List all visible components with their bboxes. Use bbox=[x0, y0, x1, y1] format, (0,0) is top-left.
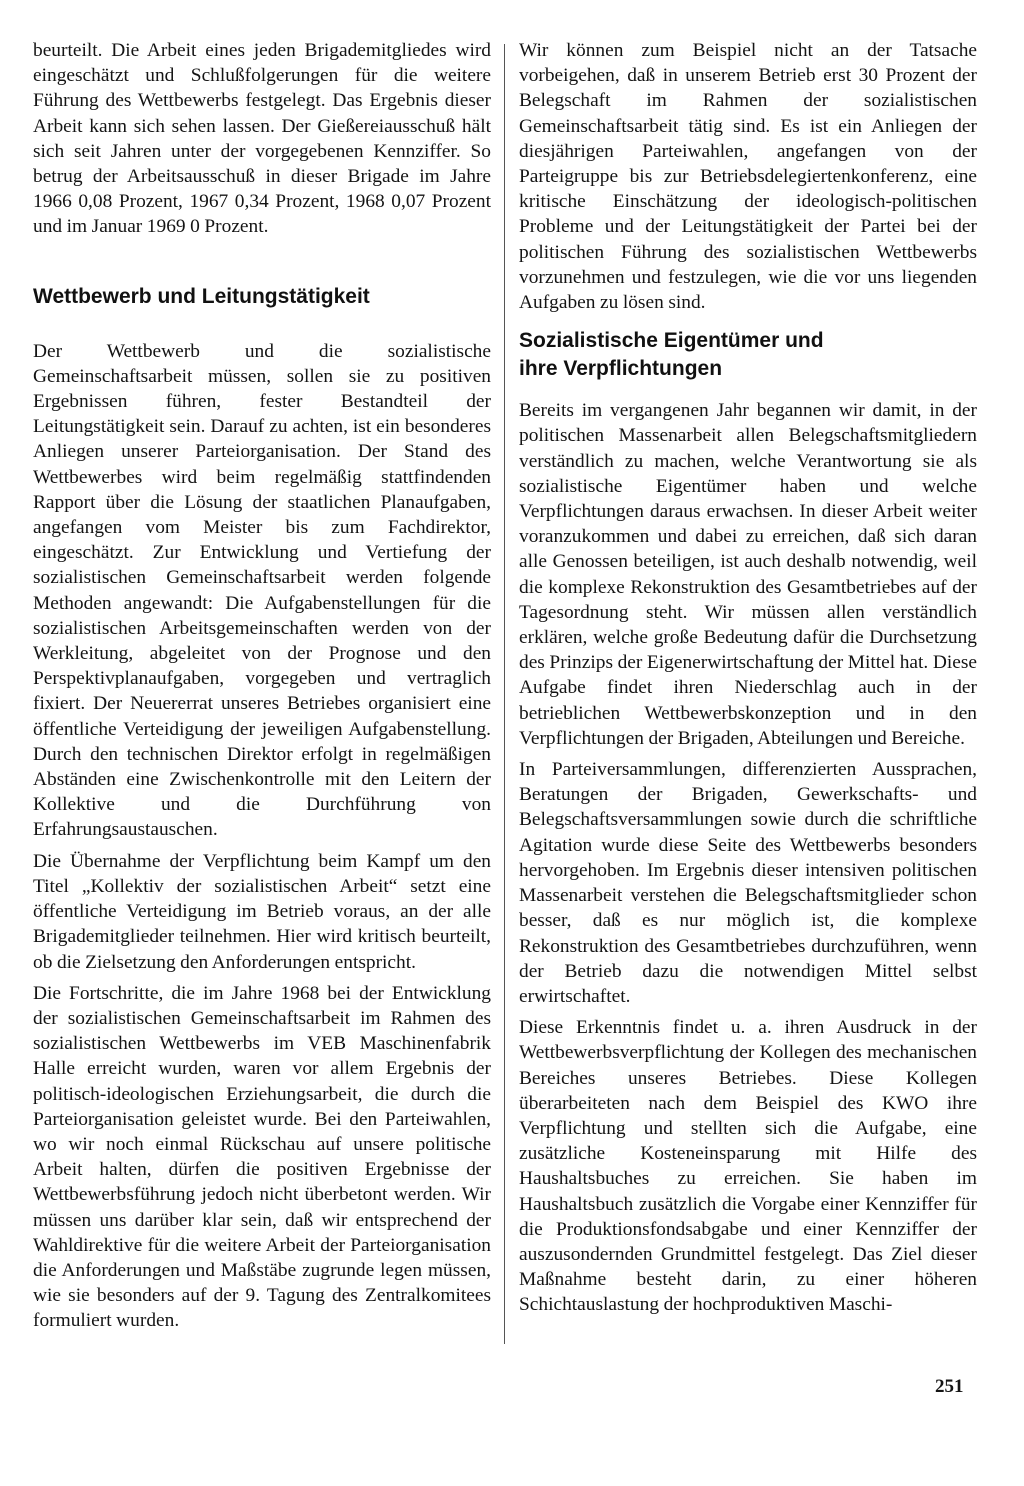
left-paragraph-1: beurteilt. Die Arbeit eines jeden Brigademitgliedes wird eingeschätzt und Schlußfolgerungen für die weitere Führung des Wettbewerbs festgelegt. Das Ergebnis dieser Arbeit kann sich sehen lassen. Der Gießereiausschuß hält sich seit Jahren unter der vorgegebenen Kennziffer. So betrug der Arbeitsausschuß in dieser Brigade im Jahre 1966 0,08 Prozent, 1967 0,34 Prozent, 1968 0,07 Prozent und im Januar 1969 0 Prozent. bbox=[33, 40, 491, 238]
column-divider bbox=[504, 44, 505, 1344]
left-paragraph-2: Der Wettbewerb und die sozialistische Gemeinschaftsarbeit müssen, sollen sie zu positiven Ergebnissen führen, fester Bestandteil der Leitungstätigkeit sein. Darauf zu achten, ist ein besonderes Anliegen unserer Parteiorganisation. Der Stand des Wettbewerbes wird beim regelmäßig stattfindenden Rapport über die Lösung der staatlichen Planaufgaben, angefangen vom Meister bis zum Fachdirektor, eingeschätzt. Zur Entwicklung und Vertiefung der sozialistischen Gemeinschaftsarbeit werden folgende Methoden angewandt: Die Aufgabenstellungen für die sozialistischen Arbeitsgemeinschaften werden von der Werkleitung, abgeleitet von der Prognose und den Perspektivplanaufgaben, vorgegeben und vertraglich fixiert. Der Neuererrat unseres Betriebes organisiert eine öffentliche Verteidigung der jeweiligen Aufgabenstellung. Durch den technischen Direktor erfolgt in regelmäßigen Abständen eine Zwischenkontrolle mit den Leitern der Kollektive und die Durchführung von Erfahrungsaustauschen. bbox=[33, 340, 491, 841]
left-column bbox=[33, 38, 491, 1340]
right-column bbox=[519, 38, 977, 1324]
heading-line-2: ihre Verpflichtungen bbox=[519, 357, 723, 381]
heading-line-1: Sozialistische Eigentümer und bbox=[519, 329, 824, 353]
page-number: 251 bbox=[935, 1376, 964, 1397]
left-paragraph-3: Die Übernahme der Verpflichtung beim Kampf um den Titel „Kollektiv der sozialistischen Arbeit“ setzt eine öffentliche Verteidigung im Betrieb voraus, an der alle Brigademitglieder teilnehmen. Hier wird kritisch beurteilt, ob die Zielsetzung den Anforderungen entspricht. bbox=[33, 850, 491, 973]
left-paragraph-4: Die Fortschritte, die im Jahre 1968 bei der Entwicklung der sozialistischen Gemeinschaftsarbeit im Rahmen des sozialistischen Wettbewerbs im VEB Maschinenfabrik Halle erreicht wurden, waren vor allem Ergebnis der politisch-ideologischen Erziehungsarbeit, die durch die Parteiorganisation geleistet wurde. Bei den Parteiwahlen, wo wir noch einmal Rückschau auf unsere politische Arbeit halten, dürfen die positiven Ergebnisse der Wettbewerbsführung jedoch nicht überbetont werden. Wir müssen uns darüber klar sein, daß wir entsprechend der Wahldirektive für die weitere Arbeit der Parteiorganisation die Anforderungen und Maßstäbe zugrunde legen müssen, wie sie besonders auf der 9. Tagung des Zentralkomitees formuliert wurden. bbox=[33, 982, 491, 1332]
section-heading-wettbewerb: Wettbewerb und Leitungstätigkeit bbox=[33, 284, 370, 308]
right-paragraph-1: Wir können zum Beispiel nicht an der Tatsache vorbeigehen, daß in unserem Betrieb erst 30 Prozent der Belegschaft im Rahmen der sozialistischen Gemeinschaftsarbeit tätig sind. Es ist ein Anliegen der diesjährigen Parteiwahlen, angefangen von der Parteigruppe bis zur Betriebsdelegiertenkonferenz, eine kritische Einschätzung der ideologisch-politischen Probleme und der Leitungstätigkeit der Partei bei der politischen Führung des sozialistischen Wettbewerbs vorzunehmen und festzulegen, wie die vor uns liegenden Aufgaben zu lösen sind. bbox=[519, 40, 977, 314]
section-heading-eigentuemer bbox=[519, 327, 977, 383]
right-paragraph-4: Diese Erkenntnis findet u. a. ihren Ausdruck in der Wettbewerbsverpflichtung der Kollegen des mechanischen Bereiches unseres Betriebes. Diese Kollegen überarbeiteten nach dem Beispiel des KWO ihre Verpflichtung und stellten sich die Aufgabe, eine zusätzliche Kosteneinsparung mit Hilfe des Haushaltsbuches zu erreichen. Sie haben im Haushaltsbuch zusätzlich die Vorgabe einer Kennziffer für die Produktionsfondsabgabe und einer Kennziffer der auszusondernden Grundmittel festgelegt. Das Ziel dieser Maßnahme besteht darin, zu einer höheren Schichtauslastung der hochproduktiven Maschi- bbox=[519, 1017, 977, 1316]
right-paragraph-3: In Parteiversammlungen, differenzierten Aussprachen, Beratungen der Brigaden, Gewerkschafts- und Belegschaftsversammlungen sowie durch die schriftliche Agitation wurde diese Seite des Wettbewerbs besonders hervorgehoben. Im Ergebnis dieser intensiven politischen Massenarbeit verstehen die Belegschaftsmitglieder schon besser, daß es nur möglich ist, die komplexe Rekonstruktion des Gesamtbetriebes durchzuführen, wenn der Betrieb dazu die notwendigen Mittel selbst erwirtschaftet. bbox=[519, 759, 977, 1007]
right-paragraph-2: Bereits im vergangenen Jahr begannen wir damit, in der politischen Massenarbeit allen Belegschaftsmitgliedern verständlich zu machen, welche Verantwortung sie als sozialistische Eigentümer haben und welche Verpflichtungen daraus erwachsen. In dieser Arbeit weiter voranzukommen und dabei zu erreichen, daß sich daran alle Genossen beteiligen, ist auch deshalb notwendig, weil die komplexe Rekonstruktion des Gesamtbetriebes auf der Tagesordnung steht. Wir müssen allen verständlich erklären, welche große Bedeutung dafür die Durchsetzung des Prinzips der Eigenerwirtschaftung der Mittel hat. Diese Aufgabe findet ihren Niederschlag auch in der betrieblichen Wettbewerbskonzeption und in den Verpflichtungen der Brigaden, Abteilungen und Bereiche. bbox=[519, 400, 977, 749]
